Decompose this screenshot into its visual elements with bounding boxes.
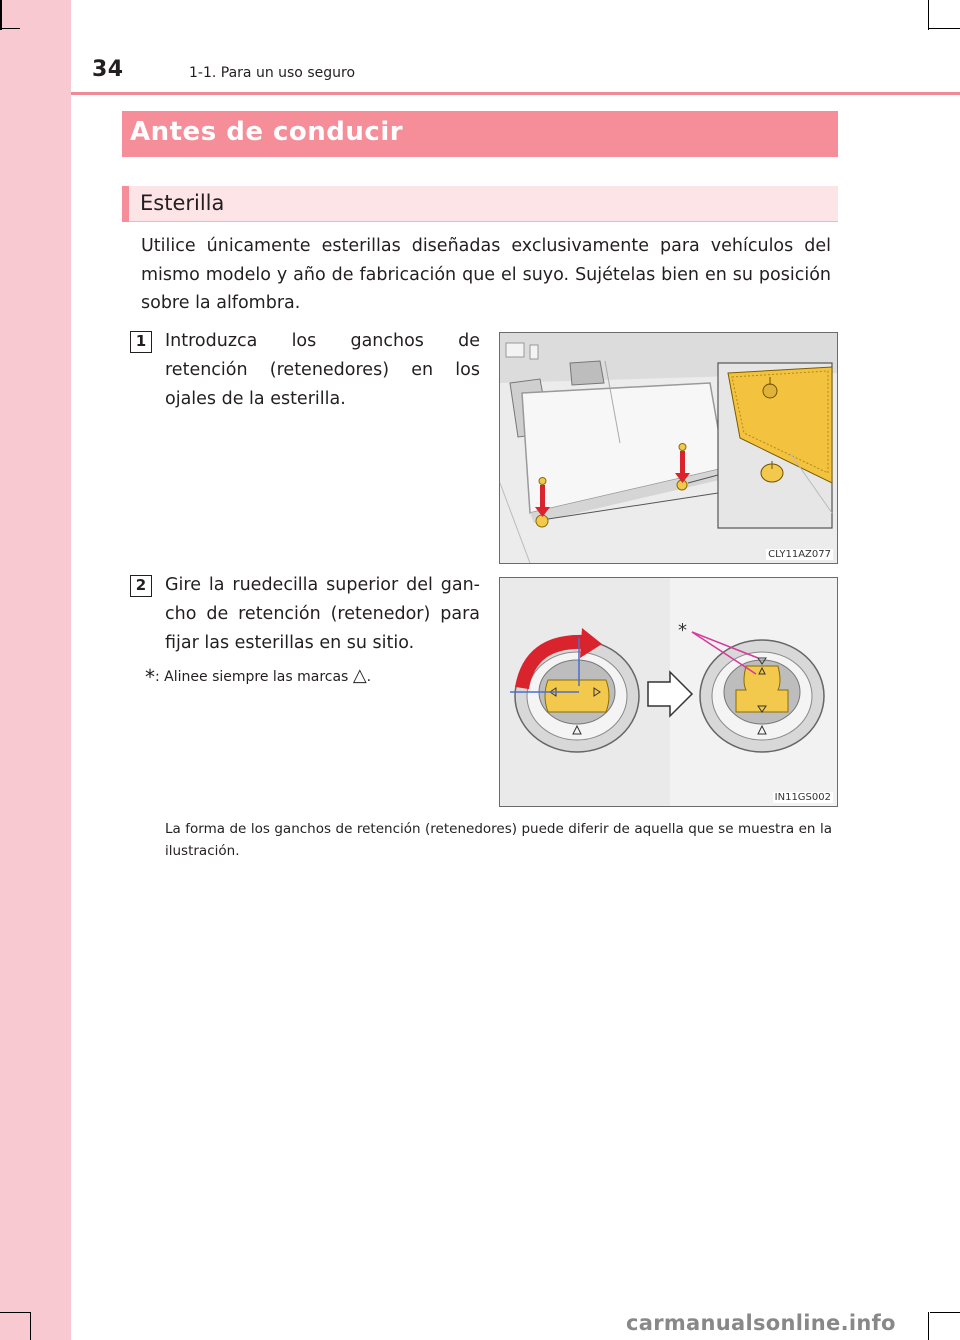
breadcrumb: 1-1. Para un uso seguro xyxy=(189,65,356,81)
footnote: La forma de los ganchos de retención (retenedores) puede diferir de aquella que se muestra en la ilustración. xyxy=(165,821,832,859)
step-2-text: Gire la ruedecilla superior del gan-cho de retención (retenedor) para fijar las esterillas en su sitio. xyxy=(165,575,480,653)
crop-mark xyxy=(0,0,2,30)
watermark: carmanualsonline.info xyxy=(626,1311,896,1335)
crop-mark xyxy=(930,1312,960,1313)
section-title: Antes de conducir xyxy=(130,117,404,147)
step-1-badge: 1 xyxy=(130,331,152,353)
figure-marker: * xyxy=(678,620,687,641)
crop-mark xyxy=(0,1312,30,1313)
figure-1-code: CLY11AZ077 xyxy=(768,549,831,560)
crop-mark xyxy=(928,1312,929,1340)
subsection-title: Esterilla xyxy=(140,191,225,215)
crop-mark xyxy=(928,28,960,29)
crop-mark xyxy=(928,0,929,30)
intro-paragraph: Utilice únicamente esterillas diseñadas exclusivamente para vehículos del mismo modelo y año de fabricación que el suyo. Sujételas bien en su posición sobre la alfombra. xyxy=(141,236,831,313)
subsection-header xyxy=(122,186,838,222)
subsection-accent xyxy=(122,186,129,222)
hook-rotation-illustration xyxy=(499,577,838,807)
step-2-badge: 2 xyxy=(130,575,152,597)
crop-mark xyxy=(30,1312,31,1340)
crop-mark xyxy=(0,28,20,29)
header-rule xyxy=(71,92,960,95)
triangle-mark-icon: △ xyxy=(352,665,367,686)
step-1-text: Introduzca los ganchos de retención (retenedores) en los ojales de la esterilla. xyxy=(165,331,480,409)
note-end: . xyxy=(366,669,372,685)
note-line xyxy=(145,665,371,689)
note-marker: * xyxy=(145,665,155,689)
figure-2-code: IN11GS002 xyxy=(774,792,831,803)
page-side-tab xyxy=(0,0,71,1340)
floor-mat-illustration xyxy=(499,332,838,564)
section-header xyxy=(122,111,838,157)
page-number: 34 xyxy=(92,57,124,82)
note-text: : Alinee siempre las marcas xyxy=(155,669,349,685)
